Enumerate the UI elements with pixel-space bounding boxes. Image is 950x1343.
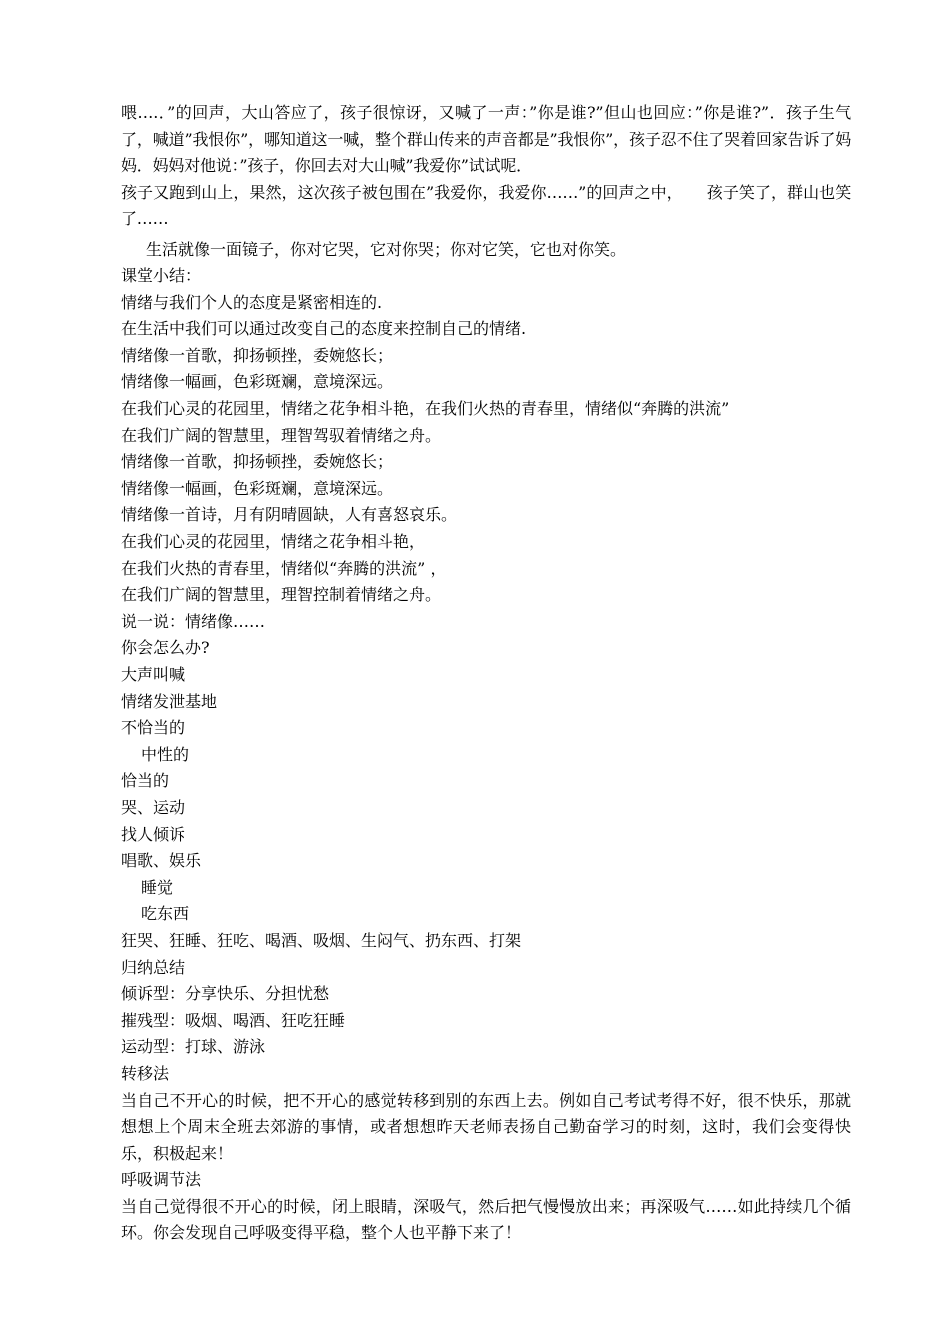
text-line: 情绪像一幅画，色彩斑斓，意境深远。 xyxy=(121,478,394,498)
mirror-quote: 生活就像一面镜子，你对它哭，它对你哭；你对它笑，它也对你笑。 xyxy=(146,239,627,259)
breathing-heading: 呼吸调节法 xyxy=(121,1170,202,1190)
text-line: 归纳总结 xyxy=(121,957,186,977)
text-line: 在我们心灵的花园里，情绪之花争相斗艳， xyxy=(121,532,426,552)
transfer-heading: 转移法 xyxy=(121,1063,170,1083)
text-line: 情绪像一首歌，抑扬顿挫，委婉悠长； xyxy=(121,345,394,365)
text-line: 不恰当的 xyxy=(121,718,186,738)
text-line: 运动型：打球、游泳 xyxy=(121,1037,266,1057)
text-line: 摧残型：吸烟、喝酒、狂吃狂睡 xyxy=(121,1010,346,1030)
story-section xyxy=(121,100,851,233)
text-line: 在我们心灵的花园里，情绪之花争相斗艳，在我们火热的青春里，情绪似“奔腾的洪流” xyxy=(121,399,730,419)
text-line: 恰当的 xyxy=(121,771,170,791)
text-line: 在我们广阔的智慧里，理智控制着情绪之舟。 xyxy=(121,585,442,605)
summary-heading: 课堂小结： xyxy=(121,266,202,286)
text-line: 狂哭、狂睡、狂吃、喝酒、吸烟、生闷气、扔东西、打架 xyxy=(121,930,522,950)
text-line: 大声叫喊 xyxy=(121,665,186,684)
text-line: 情绪像一首歌，抑扬顿挫，委婉悠长； xyxy=(121,452,394,472)
text-line: 在我们火热的青春里，情绪似“奔腾的洪流” ， xyxy=(121,558,447,578)
text-line: 在我们广阔的智慧里，理智驾驭着情绪之舟。 xyxy=(121,425,442,445)
story-paragraph: 孩子又跑到山上，果然，这次孩子被包围在”我爱你，我爱你……”的回声之中， 孩子笑了，群山也笑了…… xyxy=(121,182,851,228)
text-line: 情绪像一首诗，月有阴晴圆缺，人有喜怒哀乐。 xyxy=(121,505,458,525)
text-line: 情绪发泄基地 xyxy=(121,691,218,711)
text-line: 情绪与我们个人的态度是紧密相连的. xyxy=(121,292,383,312)
transfer-paragraph: 当自己不开心的时候，把不开心的感觉转移到别的东西上去。例如自己考试考得不好，很不快乐，那就想想上个周末全班去郊游的事情，或者想想昨天老师表扬自己勤奋学习的时刻，这时，我们会变得快乐，积极起来！ xyxy=(121,1090,851,1163)
text-line: 中性的 xyxy=(141,744,190,764)
story-paragraph: 喂….．”的回声，大山答应了，孩子很惊讶，又喊了一声：”你是谁?”但山也回应：”你是谁?”．孩子生气了，喊道”我恨你”，哪知道这一喊，整个群山传来的声音都是”我恨你”，孩子忍不住了哭着回家告诉了妈妈．妈妈对他说：”孩子，你回去对大山喊”我爱你”试试呢． xyxy=(121,103,851,175)
text-line: 睡觉 xyxy=(141,877,174,897)
text-line: 吃东西 xyxy=(141,904,190,924)
text-line: 唱歌、娱乐 xyxy=(121,851,202,871)
text-line: 哭、运动 xyxy=(121,797,186,817)
text-line: 你会怎么办? xyxy=(121,638,210,658)
text-line: 在生活中我们可以通过改变自己的态度来控制自己的情绪. xyxy=(121,319,527,339)
text-line: 说一说：情绪像…… xyxy=(121,611,266,631)
text-line: 找人倾诉 xyxy=(121,824,186,844)
breathing-paragraph: 当自己觉得很不开心的时候，闭上眼睛，深吸气，然后把气慢慢放出来；再深吸气……如此持续几个循环。你会发现自己呼吸变得平稳，整个人也平静下来了！ xyxy=(121,1196,851,1243)
text-line: 倾诉型：分享快乐、分担忧愁 xyxy=(121,984,330,1004)
document-page xyxy=(121,100,851,1247)
text-line: 情绪像一幅画，色彩斑斓，意境深远。 xyxy=(121,372,394,392)
